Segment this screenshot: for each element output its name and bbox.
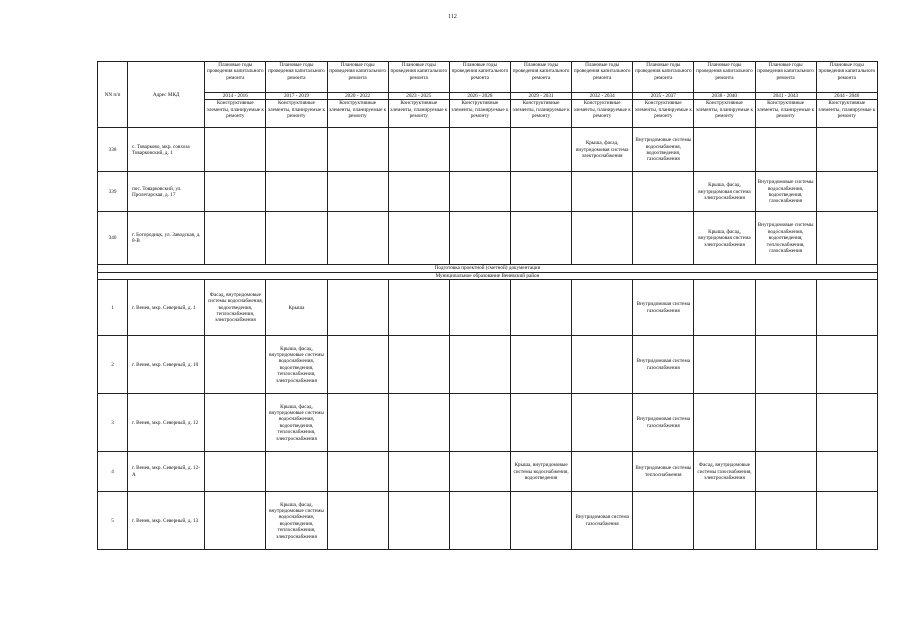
row-cell [572,280,633,336]
row-cell [694,336,755,394]
row-cell: Внутридомовые системы водоснабжения, водоотведения, газоснабжения [633,128,694,172]
row-cell [572,394,633,452]
header-plan-title: Плановые годы проведения капитального ремонта [449,62,510,93]
header-plan-title: Плановые годы проведения капитального ремонта [816,62,877,93]
row-cell [694,128,755,172]
row-cell [572,336,633,394]
row-cell: Крыша, фасад, внутридомовые системы водоснабжения, водоотведения, теплоснабжения, электроснабжения [266,394,327,452]
header-period: 2044 - 2046 [816,93,877,100]
section-subtitle: Муниципальное образование Веневский район [98,272,878,279]
header-elements: Конструктивные элементы, планируемые к ремонту [205,100,266,128]
row-cell: Крыша, фасад, внутридомовые системы водоснабжения, водоотведения, теплоснабжения, электроснабжения [266,336,327,394]
row-cell: Фасад, внутридомовые системы водоснабжения, водоотведения, теплоснабжения, электроснабжения [205,280,266,336]
header-row-elements [98,100,878,128]
header-period: 2032 - 2034 [572,93,633,100]
capital-repair-table [97,61,878,550]
row-cell [205,452,266,492]
row-cell: Внутридомовые системы теплоснабжения [633,452,694,492]
row-cell: Крыша, фасад, внутридомовые системы водоснабжения, водоотведения, теплоснабжения, электроснабжения [266,492,327,550]
table-row [98,212,878,265]
header-plan-title: Плановые годы проведения капитального ремонта [205,62,266,93]
row-nn: 3 [98,394,128,452]
row-address: г. Венев, мкр. Северный, д. 13 [128,492,205,550]
page-number: 112 [448,14,457,20]
header-plan-title: Плановые годы проведения капитального ремонта [388,62,449,93]
header-period: 2014 - 2016 [205,93,266,100]
header-period: 2017 - 2019 [266,93,327,100]
header-nn: NN п/п [98,62,128,128]
row-address: пос. Товарковский, ул. Пролетарская, д. 17 [128,172,205,212]
header-elements: Конструктивные элементы, планируемые к ремонту [327,100,388,128]
row-cell: Внутридомовая система газоснабжения [572,492,633,550]
header-period: 2020 - 2022 [327,93,388,100]
row-cell: Крыша, фасад, внутридомовая система электроснабжения [694,212,755,265]
row-cell [205,394,266,452]
table-row [98,280,878,336]
header-plan-title: Плановые годы проведения капитального ремонта [572,62,633,93]
row-cell [755,128,816,172]
row-address: г. Богородицк, ул. Заводская, д. 8-В [128,212,205,265]
row-cell [694,394,755,452]
header-period: 2029 - 2031 [510,93,571,100]
table-row [98,336,878,394]
header-elements: Конструктивные элементы, планируемые к ремонту [388,100,449,128]
header-period: 2041 - 2043 [755,93,816,100]
row-cell [510,492,571,550]
header-period: 2035 - 2037 [633,93,694,100]
header-plan-title: Плановые годы проведения капитального ремонта [755,62,816,93]
row-nn: 5 [98,492,128,550]
section-row [98,265,878,272]
row-nn: 2 [98,336,128,394]
row-cell: Крыша, фасад, внутридомовая система электроснабжения [694,172,755,212]
row-cell [694,492,755,550]
row-cell: Крыша, фасад, внутридомовая система электроснабжения [572,128,633,172]
header-elements: Конструктивные элементы, планируемые к ремонту [572,100,633,128]
row-cell: Фасад, внутридомовые системы газоснабжения, электроснабжения [694,452,755,492]
table-row [98,172,878,212]
row-nn: 340 [98,212,128,265]
header-plan-title: Плановые годы проведения капитального ремонта [633,62,694,93]
header-elements: Конструктивные элементы, планируемые к ремонту [633,100,694,128]
table-row [98,128,878,172]
row-cell [572,212,633,265]
row-cell [633,212,694,265]
row-cell [572,172,633,212]
row-address: г. Венев, мкр. Северный, д. 10 [128,336,205,394]
row-cell [633,492,694,550]
row-cell [510,280,571,336]
row-cell [205,492,266,550]
header-elements: Конструктивные элементы, планируемые к ремонту [266,100,327,128]
row-nn: 4 [98,452,128,492]
table-row [98,452,878,492]
row-address: с. Товарково, мкр. совхоза Товарковский, д. 1 [128,128,205,172]
table-row [98,492,878,550]
row-address: г. Венев, мкр. Северный, д. 12 [128,394,205,452]
row-address: г. Венев, мкр. Северный, д. 1 [128,280,205,336]
header-plan-title: Плановые годы проведения капитального ремонта [266,62,327,93]
row-cell [205,336,266,394]
header-row-title [98,62,878,93]
row-cell [510,336,571,394]
header-plan-title: Плановые годы проведения капитального ремонта [694,62,755,93]
row-address: г. Венев, мкр. Северный, д. 12-А [128,452,205,492]
row-cell: Внутридомовые системы водоснабжения, водоотведения, теплоснабжения, газоснабжения [755,212,816,265]
row-cell: Крыша [266,280,327,336]
header-plan-title: Плановые годы проведения капитального ремонта [327,62,388,93]
row-cell [266,452,327,492]
header-period: 2023 - 2025 [388,93,449,100]
row-cell: Внутридомовые системы водоснабжения, водоотведения, газоснабжения [755,172,816,212]
row-nn: 339 [98,172,128,212]
row-cell [572,452,633,492]
header-elements: Конструктивные элементы, планируемые к ремонту [816,100,877,128]
header-period: 2026 - 2028 [449,93,510,100]
row-cell: Крыша, внутридомовые системы водоснабжения, водоотведения [510,452,571,492]
row-nn: 338 [98,128,128,172]
section-row [98,272,878,279]
header-plan-title: Плановые годы проведения капитального ремонта [510,62,571,93]
header-address: Адрес МКД [128,62,205,128]
header-elements: Конструктивные элементы, планируемые к ремонту [755,100,816,128]
row-cell: Внутридомовая система газоснабжения [633,394,694,452]
header-period: 2038 - 2040 [694,93,755,100]
row-cell: Внутридомовая система газоснабжения [633,336,694,394]
row-cell [510,394,571,452]
table-row [98,394,878,452]
section-title: Подготовка проектной (сметной) документации [98,265,878,272]
header-elements: Конструктивные элементы, планируемые к ремонту [449,100,510,128]
row-cell [694,280,755,336]
header-row-periods [98,93,878,100]
row-nn: 1 [98,280,128,336]
header-elements: Конструктивные элементы, планируемые к ремонту [694,100,755,128]
row-cell [633,172,694,212]
row-cell: Внутридомовая система газоснабжения [633,280,694,336]
header-elements: Конструктивные элементы, планируемые к ремонту [510,100,571,128]
